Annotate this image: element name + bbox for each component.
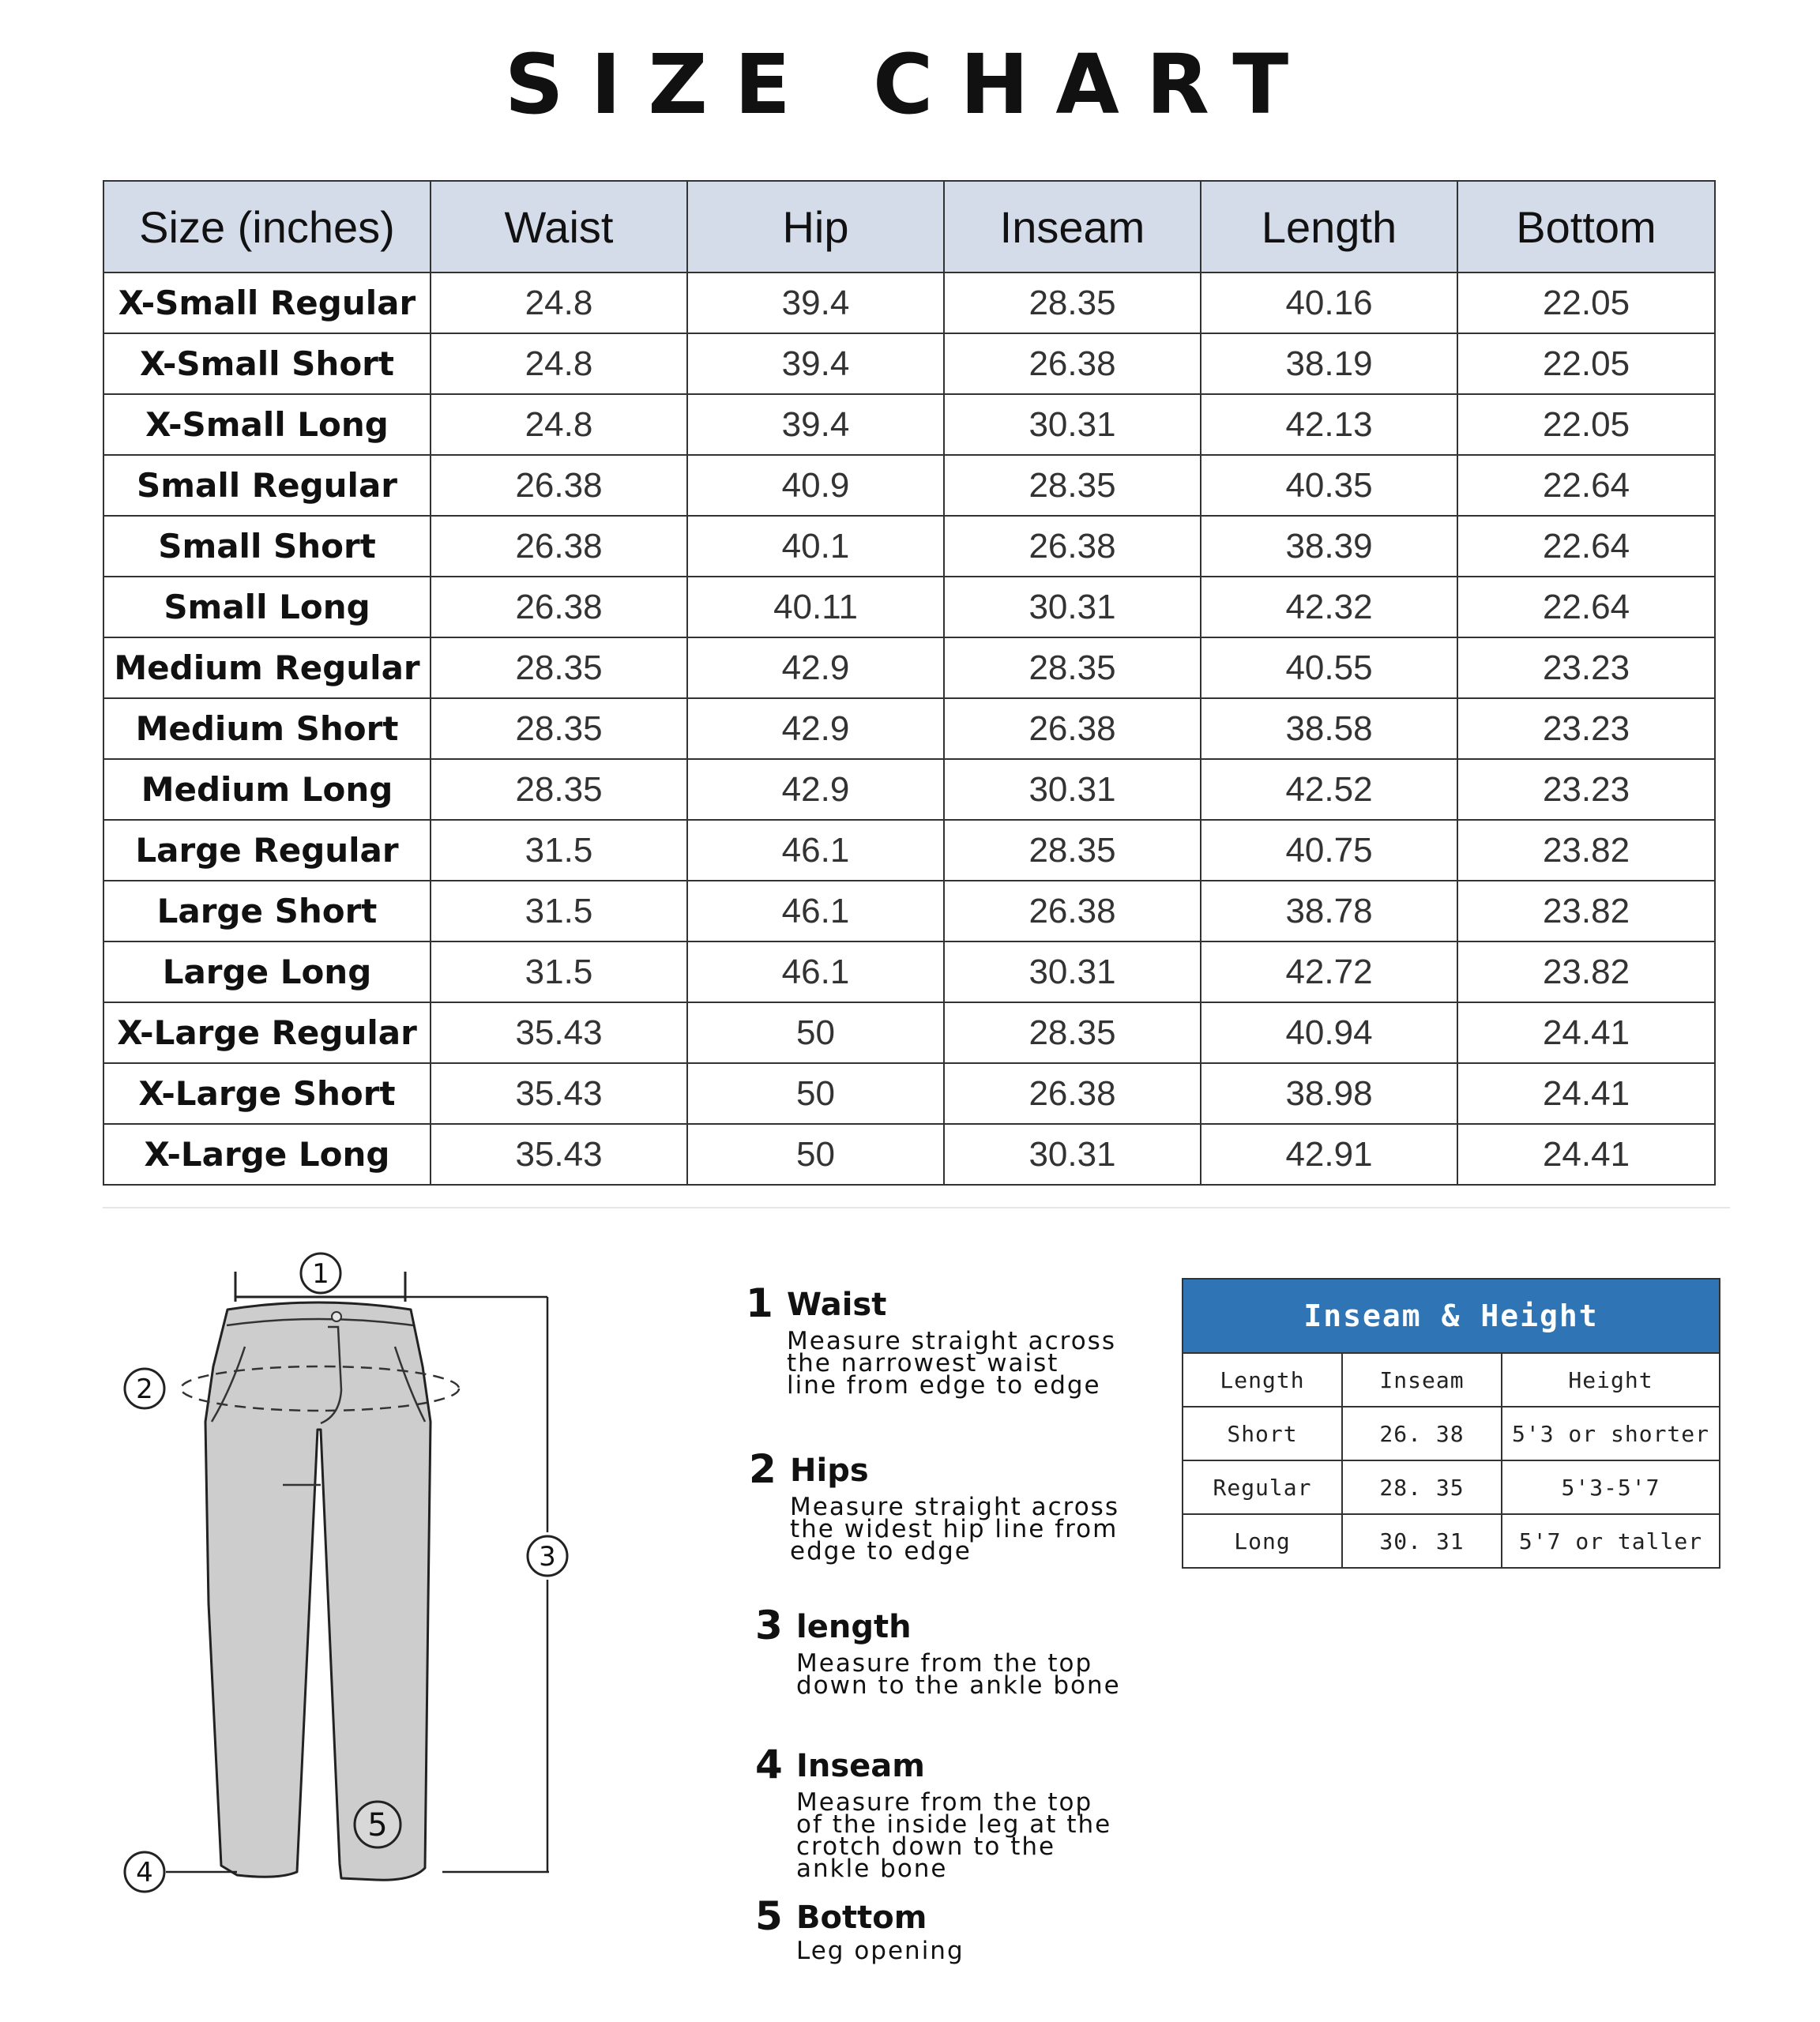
size-value-cell: 42.9: [687, 698, 944, 759]
table-row: [103, 455, 1715, 516]
inseam-height-title: Inseam & Height: [1183, 1279, 1720, 1353]
size-value-cell: 26.38: [944, 516, 1201, 577]
size-value-cell: 31.5: [431, 941, 687, 1002]
note-description: Measure from the top down to the ankle bone: [796, 1649, 1121, 1700]
svg-text:5: 5: [367, 1807, 388, 1843]
size-value-cell: 38.58: [1201, 698, 1457, 759]
size-value-cell: 38.39: [1201, 516, 1457, 577]
size-value-cell: 26.38: [944, 881, 1201, 941]
size-value-cell: 42.9: [687, 759, 944, 820]
marker-inseam: [125, 1852, 164, 1892]
ih-header-inseam: Inseam: [1342, 1353, 1502, 1407]
note-number: 3: [755, 1603, 783, 1648]
size-value-cell: 23.82: [1457, 881, 1715, 941]
size-value-cell: 42.9: [687, 637, 944, 698]
inseam-height-table: [1182, 1278, 1720, 1569]
size-value-cell: 39.4: [687, 272, 944, 333]
size-value-cell: 40.94: [1201, 1002, 1457, 1063]
marker-waist: [301, 1253, 340, 1293]
header-bottom: Bottom: [1457, 181, 1715, 272]
size-label-cell: X-Large Long: [103, 1124, 431, 1185]
size-value-cell: 38.19: [1201, 333, 1457, 394]
size-value-cell: 24.8: [431, 394, 687, 455]
size-value-cell: 40.1: [687, 516, 944, 577]
inseam-height-header-row: [1183, 1353, 1720, 1407]
svg-text:1: 1: [312, 1258, 329, 1290]
ih-cell: 28. 35: [1342, 1460, 1502, 1514]
size-value-cell: 35.43: [431, 1063, 687, 1124]
size-value-cell: 24.41: [1457, 1063, 1715, 1124]
size-label-cell: Medium Long: [103, 759, 431, 820]
size-value-cell: 30.31: [944, 1124, 1201, 1185]
size-value-cell: 50: [687, 1124, 944, 1185]
ih-header-length: Length: [1183, 1353, 1342, 1407]
size-value-cell: 30.31: [944, 577, 1201, 637]
header-size: Size (inches): [103, 181, 431, 272]
size-value-cell: 42.72: [1201, 941, 1457, 1002]
size-label-cell: X-Small Short: [103, 333, 431, 394]
size-label-cell: Medium Regular: [103, 637, 431, 698]
size-value-cell: 26.38: [944, 1063, 1201, 1124]
table-row: [103, 881, 1715, 941]
size-value-cell: 22.64: [1457, 455, 1715, 516]
size-label-cell: Medium Short: [103, 698, 431, 759]
size-value-cell: 22.05: [1457, 394, 1715, 455]
note-title: Hips: [790, 1453, 869, 1489]
size-value-cell: 28.35: [431, 698, 687, 759]
size-value-cell: 39.4: [687, 333, 944, 394]
marker-bottom: [355, 1802, 400, 1847]
note-title: length: [796, 1609, 912, 1645]
table-row: [103, 1002, 1715, 1063]
size-value-cell: 26.38: [431, 516, 687, 577]
table-row: [1183, 1460, 1720, 1514]
header-inseam: Inseam: [944, 181, 1201, 272]
size-value-cell: 30.31: [944, 941, 1201, 1002]
size-table: [103, 180, 1716, 1186]
table-row: [1183, 1407, 1720, 1460]
size-value-cell: 22.64: [1457, 577, 1715, 637]
size-value-cell: 28.35: [944, 1002, 1201, 1063]
size-value-cell: 23.82: [1457, 820, 1715, 881]
note-description: Measure from the top of the inside leg at the crotch down to the ankle bone: [796, 1788, 1112, 1883]
table-row: [103, 1063, 1715, 1124]
table-row: [103, 516, 1715, 577]
table-bottom-rule: [103, 1207, 1730, 1208]
size-value-cell: 40.35: [1201, 455, 1457, 516]
size-label-cell: Small Short: [103, 516, 431, 577]
size-value-cell: 46.1: [687, 941, 944, 1002]
size-value-cell: 22.64: [1457, 516, 1715, 577]
size-table-header-row: [103, 181, 1715, 272]
note-title: Inseam: [796, 1748, 925, 1784]
page-title: SIZE CHART: [504, 36, 1316, 133]
size-value-cell: 42.32: [1201, 577, 1457, 637]
size-value-cell: 28.35: [944, 455, 1201, 516]
note-number: 5: [755, 1893, 783, 1939]
size-value-cell: 22.05: [1457, 333, 1715, 394]
size-value-cell: 23.23: [1457, 698, 1715, 759]
ih-cell: Short: [1183, 1407, 1342, 1460]
table-row: [103, 1124, 1715, 1185]
table-row: [103, 394, 1715, 455]
size-value-cell: 50: [687, 1002, 944, 1063]
size-value-cell: 24.41: [1457, 1002, 1715, 1063]
svg-text:4: 4: [136, 1857, 153, 1889]
size-value-cell: 38.98: [1201, 1063, 1457, 1124]
size-value-cell: 50: [687, 1063, 944, 1124]
size-value-cell: 40.75: [1201, 820, 1457, 881]
size-value-cell: 42.13: [1201, 394, 1457, 455]
size-label-cell: X-Small Regular: [103, 272, 431, 333]
size-value-cell: 35.43: [431, 1124, 687, 1185]
size-value-cell: 31.5: [431, 820, 687, 881]
size-value-cell: 40.9: [687, 455, 944, 516]
size-value-cell: 23.82: [1457, 941, 1715, 1002]
size-value-cell: 38.78: [1201, 881, 1457, 941]
size-label-cell: X-Large Short: [103, 1063, 431, 1124]
size-value-cell: 23.23: [1457, 637, 1715, 698]
size-value-cell: 40.55: [1201, 637, 1457, 698]
size-label-cell: X-Large Regular: [103, 1002, 431, 1063]
size-label-cell: Small Long: [103, 577, 431, 637]
ih-cell: 5'3 or shorter: [1502, 1407, 1720, 1460]
size-label-cell: Large Short: [103, 881, 431, 941]
size-value-cell: 23.23: [1457, 759, 1715, 820]
marker-length: [528, 1536, 567, 1576]
table-row: [103, 577, 1715, 637]
size-value-cell: 40.11: [687, 577, 944, 637]
table-row: [103, 698, 1715, 759]
size-label-cell: Large Regular: [103, 820, 431, 881]
size-value-cell: 30.31: [944, 759, 1201, 820]
size-value-cell: 24.41: [1457, 1124, 1715, 1185]
note-title: Waist: [787, 1287, 887, 1323]
table-row: [103, 333, 1715, 394]
size-value-cell: 31.5: [431, 881, 687, 941]
note-number: 1: [746, 1280, 773, 1326]
table-row: [103, 272, 1715, 333]
note-description: Measure straight across the widest hip line from edge to edge: [790, 1493, 1119, 1565]
svg-text:2: 2: [136, 1374, 153, 1405]
ih-cell: Regular: [1183, 1460, 1342, 1514]
note-number: 2: [749, 1446, 777, 1492]
size-value-cell: 24.8: [431, 272, 687, 333]
size-value-cell: 28.35: [431, 759, 687, 820]
size-value-cell: 35.43: [431, 1002, 687, 1063]
table-row: [103, 820, 1715, 881]
size-label-cell: Small Regular: [103, 455, 431, 516]
size-value-cell: 46.1: [687, 820, 944, 881]
size-value-cell: 28.35: [431, 637, 687, 698]
size-value-cell: 40.16: [1201, 272, 1457, 333]
ih-cell: 26. 38: [1342, 1407, 1502, 1460]
size-value-cell: 26.38: [944, 698, 1201, 759]
size-label-cell: X-Small Long: [103, 394, 431, 455]
table-row: [103, 941, 1715, 1002]
table-row: [1183, 1514, 1720, 1568]
ih-cell: 30. 31: [1342, 1514, 1502, 1568]
size-value-cell: 28.35: [944, 272, 1201, 333]
note-description: Leg opening: [796, 1937, 965, 1965]
size-value-cell: 28.35: [944, 820, 1201, 881]
size-value-cell: 42.91: [1201, 1124, 1457, 1185]
size-value-cell: 26.38: [431, 455, 687, 516]
size-value-cell: 46.1: [687, 881, 944, 941]
note-description: Measure straight across the narrowest waist line from edge to edge: [787, 1327, 1116, 1400]
ih-cell: Long: [1183, 1514, 1342, 1568]
size-value-cell: 39.4: [687, 394, 944, 455]
marker-hips: [125, 1369, 164, 1408]
header-hip: Hip: [687, 181, 944, 272]
svg-text:3: 3: [539, 1541, 556, 1573]
size-value-cell: 28.35: [944, 637, 1201, 698]
ih-cell: 5'3-5'7: [1502, 1460, 1720, 1514]
size-value-cell: 26.38: [431, 577, 687, 637]
size-value-cell: 42.52: [1201, 759, 1457, 820]
ih-cell: 5'7 or taller: [1502, 1514, 1720, 1568]
size-value-cell: 24.8: [431, 333, 687, 394]
header-waist: Waist: [431, 181, 687, 272]
note-number: 4: [755, 1742, 783, 1787]
header-length: Length: [1201, 181, 1457, 272]
size-value-cell: 30.31: [944, 394, 1201, 455]
size-value-cell: 26.38: [944, 333, 1201, 394]
table-row: [103, 637, 1715, 698]
table-row: [103, 759, 1715, 820]
ih-header-height: Height: [1502, 1353, 1720, 1407]
size-value-cell: 22.05: [1457, 272, 1715, 333]
note-title: Bottom: [796, 1900, 927, 1936]
pants-diagram: [111, 1240, 585, 1911]
size-label-cell: Large Long: [103, 941, 431, 1002]
